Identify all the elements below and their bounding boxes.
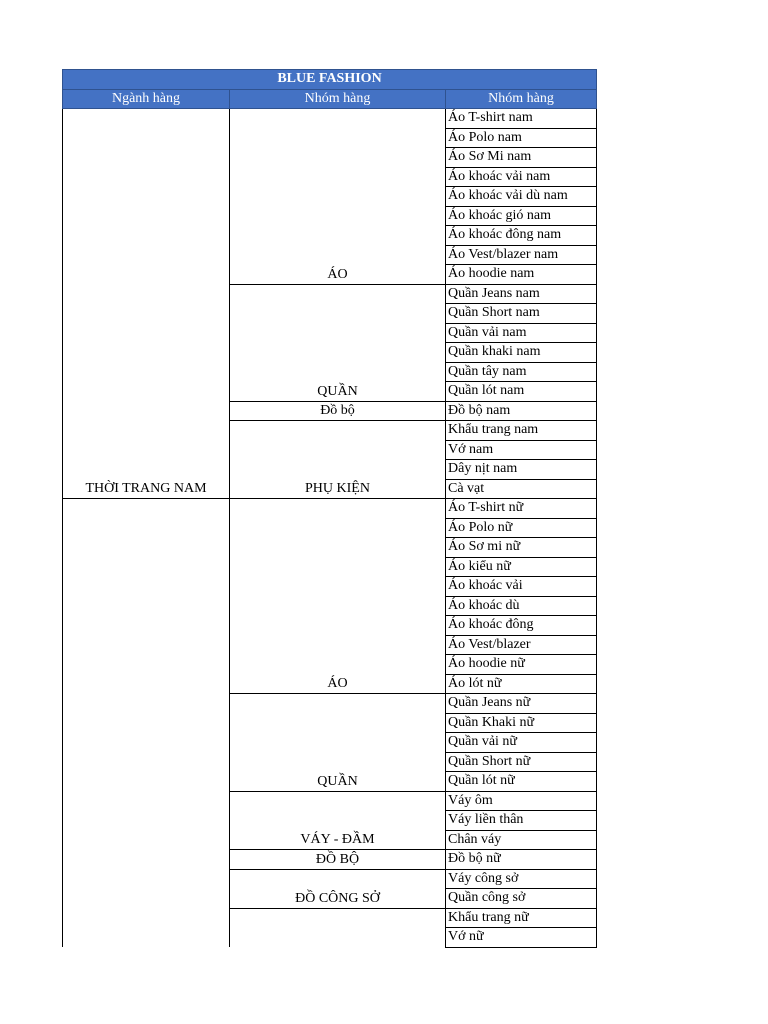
product-item-cell[interactable]: Áo khoác vải nam [446,167,597,187]
product-item-cell[interactable]: Quần khaki nam [446,343,597,363]
product-item-cell[interactable]: Quần Jeans nam [446,284,597,304]
product-item-cell[interactable]: Áo khoác dù [446,596,597,616]
product-item-cell[interactable]: Cà vạt [446,479,597,499]
nhom-hang-cell[interactable]: ĐỒ BỘ [230,850,446,870]
product-item-cell[interactable]: Áo Sơ mi nữ [446,538,597,558]
spreadsheet-page [62,69,597,948]
product-item-cell[interactable]: Áo kiểu nữ [446,557,597,577]
product-item-cell[interactable]: Quần lót nữ [446,772,597,792]
nhom-hang-cell[interactable]: ÁO [230,499,446,694]
product-item-cell[interactable]: Áo khoác đông [446,616,597,636]
product-item-cell[interactable]: Quần Short nam [446,304,597,324]
product-item-cell[interactable]: Áo khoác vải [446,577,597,597]
product-item-cell[interactable]: Vớ nam [446,440,597,460]
nhom-hang-cell[interactable]: Đồ bộ [230,401,446,421]
title-row [63,70,597,90]
product-item-cell[interactable]: Áo T-shirt nam [446,109,597,129]
product-item-cell[interactable]: Quần tây nam [446,362,597,382]
product-item-cell[interactable]: Vớ nữ [446,928,597,948]
nganh-hang-cell[interactable]: THỜI TRANG NAM [63,109,230,499]
product-item-cell[interactable]: Áo Sơ Mi nam [446,148,597,168]
nhom-hang-cell[interactable]: QUẦN [230,284,446,401]
product-item-cell[interactable]: Áo Vest/blazer nam [446,245,597,265]
nhom-hang-cell[interactable]: ÁO [230,109,446,285]
product-item-cell[interactable]: Áo khoác gió nam [446,206,597,226]
product-item-cell[interactable]: Áo hoodie nam [446,265,597,285]
product-item-cell[interactable]: Khẩu trang nam [446,421,597,441]
product-item-cell[interactable]: Váy công sở [446,869,597,889]
nhom-hang-cell[interactable]: ĐỒ CÔNG SỞ [230,869,446,908]
product-item-cell[interactable]: Quần lót nam [446,382,597,402]
product-item-cell[interactable]: Áo Vest/blazer [446,635,597,655]
header-nganh-hang: Ngành hàng [63,89,230,109]
product-item-cell[interactable]: Áo lót nữ [446,674,597,694]
product-item-cell[interactable]: Khẩu trang nữ [446,908,597,928]
product-item-cell[interactable]: Áo hoodie nữ [446,655,597,675]
product-item-cell[interactable]: Váy liền thân [446,811,597,831]
table-row [63,109,597,129]
product-item-cell[interactable]: Áo T-shirt nữ [446,499,597,519]
product-item-cell[interactable]: Dây nịt nam [446,460,597,480]
table-body [63,109,597,948]
table-row [63,499,597,519]
product-item-cell[interactable]: Chân váy [446,830,597,850]
product-item-cell[interactable]: Quần vải nam [446,323,597,343]
product-item-cell[interactable]: Áo Polo nữ [446,518,597,538]
product-category-table [62,69,597,948]
product-item-cell[interactable]: Đồ bộ nam [446,401,597,421]
product-item-cell[interactable]: Áo Polo nam [446,128,597,148]
nhom-hang-cell[interactable]: VÁY - ĐẦM [230,791,446,850]
header-nhom-hang: Nhóm hàng [230,89,446,109]
product-item-cell[interactable]: Quần Jeans nữ [446,694,597,714]
product-item-cell[interactable]: Áo khoác đông nam [446,226,597,246]
nhom-hang-cell[interactable]: QUẦN [230,694,446,792]
header-nhom-hang-item: Nhóm hàng [446,89,597,109]
product-item-cell[interactable]: Đồ bộ nữ [446,850,597,870]
product-item-cell[interactable]: Váy ôm [446,791,597,811]
nhom-hang-cell[interactable] [230,908,446,947]
product-item-cell[interactable]: Áo khoác vải dù nam [446,187,597,207]
header-row [63,89,597,109]
product-item-cell[interactable]: Quần công sở [446,889,597,909]
nhom-hang-cell[interactable]: PHỤ KIỆN [230,421,446,499]
product-item-cell[interactable]: Quần vải nữ [446,733,597,753]
product-item-cell[interactable]: Quần Khaki nữ [446,713,597,733]
sheet-title: BLUE FASHION [63,70,597,90]
product-item-cell[interactable]: Quần Short nữ [446,752,597,772]
nganh-hang-cell[interactable] [63,499,230,948]
